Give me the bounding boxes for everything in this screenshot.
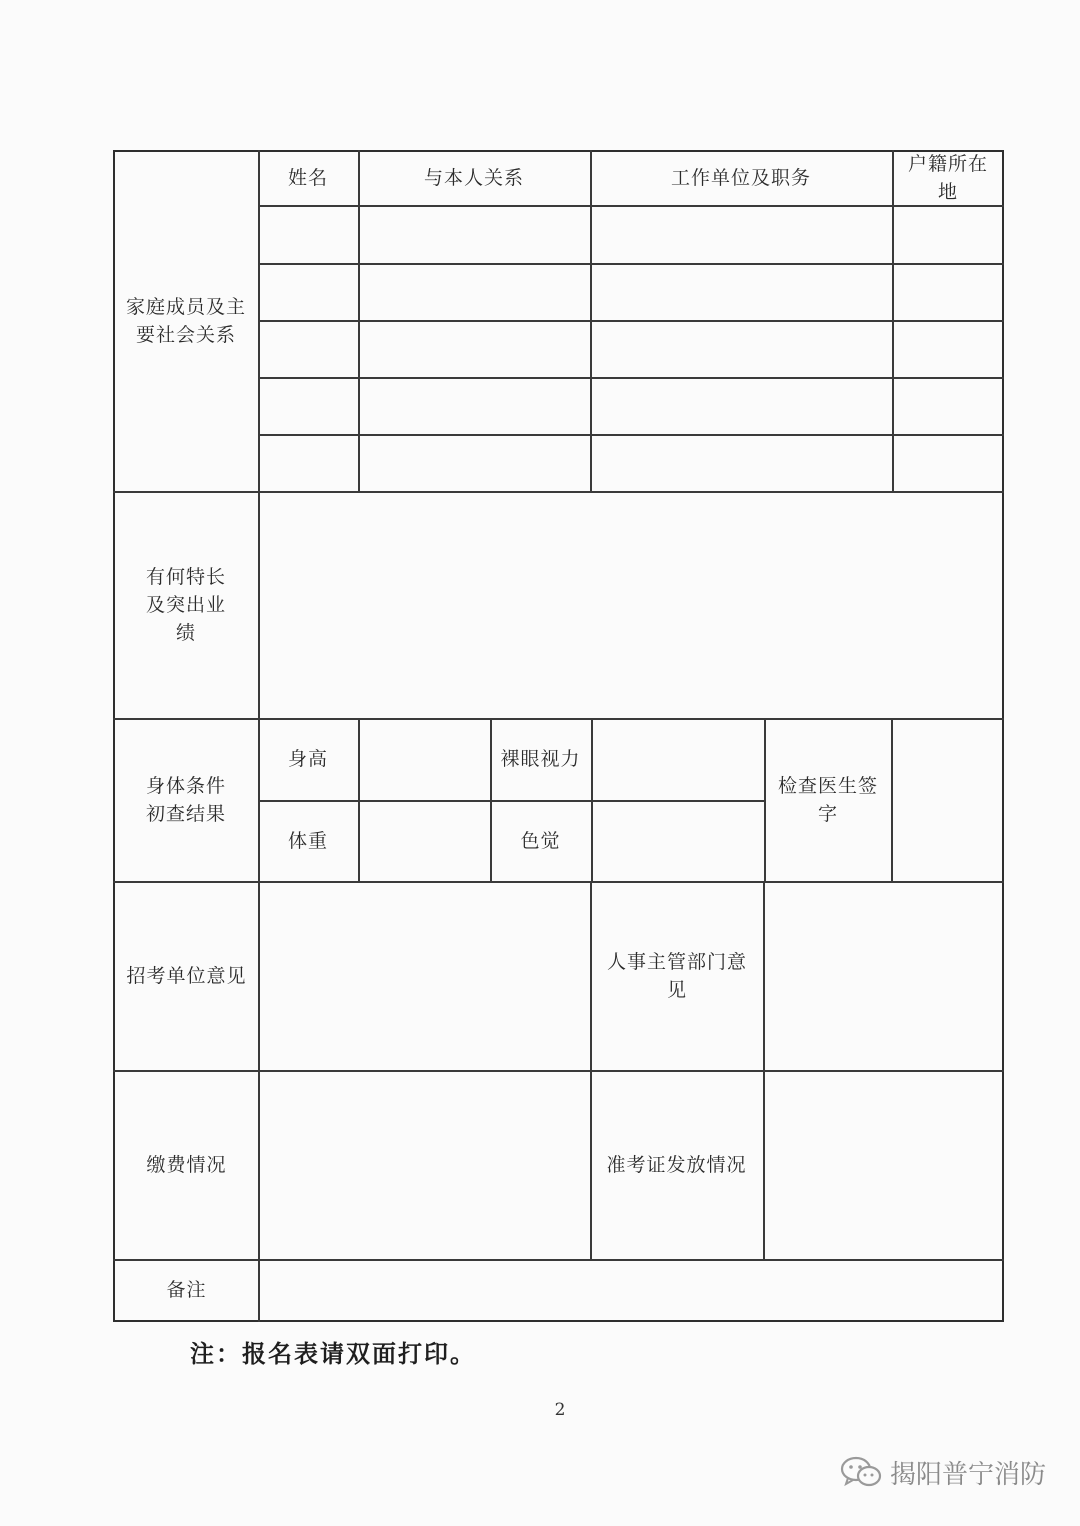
weight-field[interactable] (358, 800, 490, 881)
wechat-watermark (840, 1452, 1046, 1492)
family-row-4-registration[interactable] (892, 377, 1002, 434)
recruiting-unit-opinion-label: 招考单位意见 (126, 964, 247, 987)
family-row-3-employer[interactable] (590, 320, 892, 377)
family-row-1-registration[interactable] (892, 205, 1002, 263)
specialty-label: 有何特长及突出业绩 (145, 565, 226, 644)
hr-department-opinion-label: 人事主管部门意见 (606, 950, 747, 1001)
fee-payment-label: 缴费情况 (146, 1153, 227, 1176)
weight-label: 体重 (287, 829, 328, 852)
family-row-5-relationship[interactable] (358, 434, 590, 491)
family-row-1-name[interactable] (258, 205, 358, 263)
vision-field[interactable] (591, 718, 764, 800)
header-household-registration: 户籍所在地 (907, 152, 988, 203)
family-row-4-relationship[interactable] (358, 377, 590, 434)
hr-department-opinion-field[interactable] (763, 881, 1002, 1070)
family-row-1-relationship[interactable] (358, 205, 590, 263)
admission-ticket-field[interactable] (763, 1070, 1002, 1259)
admission-ticket-label: 准考证发放情况 (606, 1153, 747, 1176)
doctor-signature-label: 检查医生签字 (777, 774, 878, 825)
family-row-5-registration[interactable] (892, 434, 1002, 491)
specialty-field[interactable] (258, 491, 1002, 718)
vision-label: 裸眼视力 (500, 748, 581, 770)
color-vision-label: 色觉 (520, 829, 561, 852)
family-row-4-name[interactable] (258, 377, 358, 434)
family-row-4-employer[interactable] (590, 377, 892, 434)
family-row-3-name[interactable] (258, 320, 358, 377)
color-vision-field[interactable] (591, 800, 764, 881)
header-relationship: 与本人关系 (423, 166, 524, 189)
header-name: 姓名 (287, 166, 328, 189)
page-number: 2 (554, 1400, 566, 1420)
height-label: 身高 (287, 748, 328, 770)
family-row-3-relationship[interactable] (358, 320, 590, 377)
header-employer-position: 工作单位及职务 (670, 166, 811, 189)
family-row-1-employer[interactable] (590, 205, 892, 263)
recruiting-unit-opinion-field[interactable] (258, 881, 590, 1070)
fee-payment-field[interactable] (258, 1070, 590, 1259)
family-row-2-registration[interactable] (892, 263, 1002, 320)
physical-label: 身体条件初查结果 (145, 774, 226, 825)
family-row-5-employer[interactable] (590, 434, 892, 491)
print-note: 注：报名表请双面打印。 (190, 1340, 476, 1368)
family-row-2-name[interactable] (258, 263, 358, 320)
doctor-signature-field[interactable] (891, 718, 1002, 881)
remarks-field[interactable] (258, 1259, 1002, 1320)
family-row-3-registration[interactable] (892, 320, 1002, 377)
height-field[interactable] (358, 718, 490, 800)
family-row-5-name[interactable] (258, 434, 358, 491)
family-row-2-relationship[interactable] (358, 263, 590, 320)
remarks-label: 备注 (166, 1278, 207, 1301)
family-row-2-employer[interactable] (590, 263, 892, 320)
family-section-label: 家庭成员及主要社会关系 (126, 295, 247, 346)
wechat-icon (840, 1455, 882, 1489)
watermark-account-name: 揭阳普宁消防 (890, 1459, 1047, 1490)
